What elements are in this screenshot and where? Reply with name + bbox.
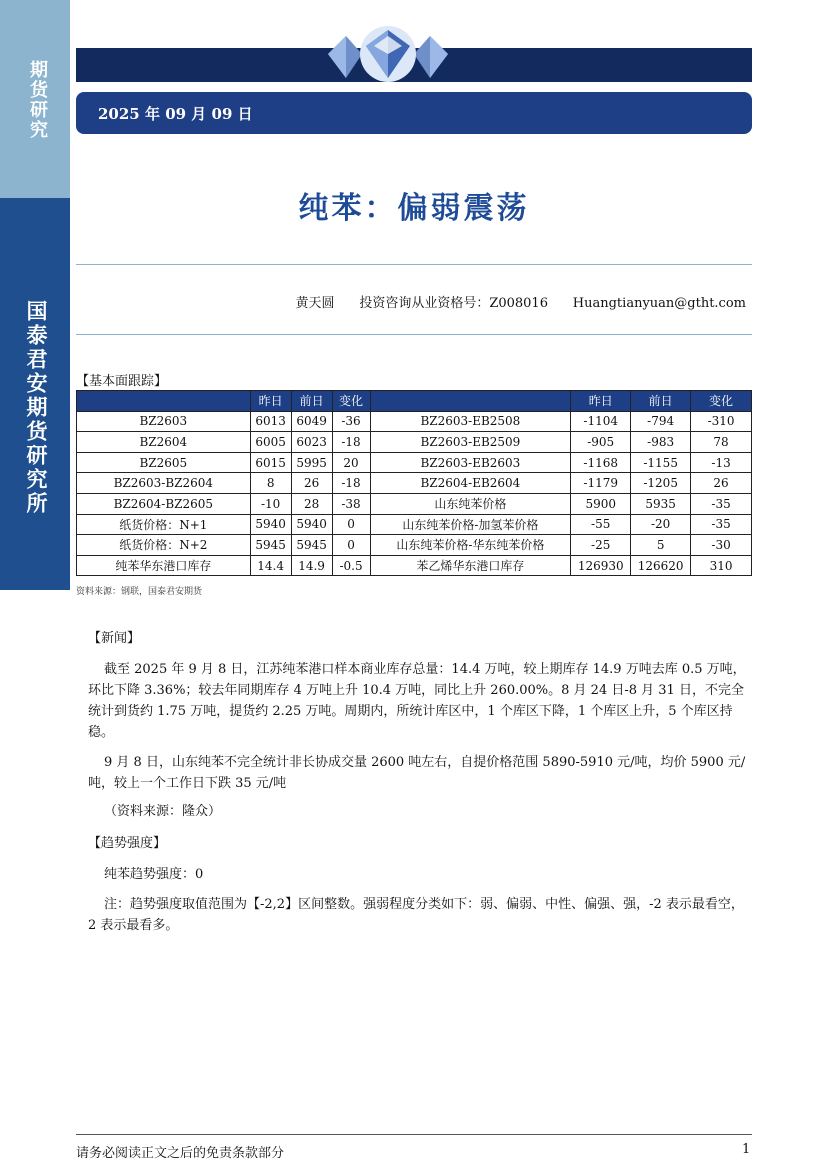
table-cell: -35 xyxy=(691,493,752,514)
author-license: 投资咨询从业资格号：Z008016 xyxy=(359,296,548,311)
table-cell: -20 xyxy=(631,514,691,535)
table-cell: 5945 xyxy=(291,535,332,556)
table-header-row xyxy=(77,391,752,412)
report-date: 2025 年 09 月 09 日 xyxy=(98,105,253,123)
header-blank xyxy=(77,391,251,412)
table-cell: -905 xyxy=(571,432,631,453)
news-paragraph-1: 截至 2025 年 9 月 8 日，江苏纯苯港口样本商业库存总量：14.4 万吨，较上期库存 14.9 万吨去库 0.5 万吨，环比下降 3.36%；较去年同期库存 4 万吨上升 10.4 万吨，同比上升 260.00%。8 月 24 日-8 月 31 日，不完全统计到货约 1.75 万吨，提货约 2.25 万吨。周期内，所统计库区中，1 个库区下降，1 个库区上升，5 个库区持稳。 xyxy=(88,662,746,740)
table-cell: -36 xyxy=(332,411,370,432)
table-cell: 5940 xyxy=(291,514,332,535)
table-cell: 5900 xyxy=(571,493,631,514)
table-cell: 山东纯苯价格 xyxy=(370,493,571,514)
table-cell: BZ2605 xyxy=(77,452,251,473)
table-row xyxy=(77,493,752,514)
author-name: 黄天圆 xyxy=(295,296,335,311)
sidebar-category-label: 期货研究 xyxy=(27,60,48,140)
table-cell: -983 xyxy=(631,432,691,453)
table-cell: 0 xyxy=(332,514,370,535)
table-cell: 14.4 xyxy=(250,555,291,576)
table-cell: 5995 xyxy=(291,452,332,473)
fundamentals-heading: 【基本面跟踪】 xyxy=(76,374,168,389)
table-cell: 0 xyxy=(332,535,370,556)
table-source-note: 资料来源：钢联，国泰君安期货 xyxy=(76,587,203,597)
table-cell: -1168 xyxy=(571,452,631,473)
table-cell: 6013 xyxy=(250,411,291,432)
author-email[interactable]: Huangtianyuan@gtht.com xyxy=(572,296,746,311)
table-cell: BZ2603-EB2603 xyxy=(370,452,571,473)
table-cell: -38 xyxy=(332,493,370,514)
table-cell: -30 xyxy=(691,535,752,556)
divider xyxy=(76,264,752,265)
table-row xyxy=(77,514,752,535)
table-cell: 14.9 xyxy=(291,555,332,576)
sidebar-institute-label: 国泰君安期货研究所 xyxy=(24,300,48,516)
divider xyxy=(76,334,752,335)
news-paragraph-2: 9 月 8 日，山东纯苯不完全统计非长协成交量 2600 吨左右，自提价格范围 5890-5910 元/吨，均价 5900 元/吨，较上一个工作日下跌 35 元/吨 xyxy=(88,755,746,791)
header-cell: 昨日 xyxy=(571,391,631,412)
table-cell: 5945 xyxy=(250,535,291,556)
table-cell: 28 xyxy=(291,493,332,514)
table-cell: 纸货价格：N+1 xyxy=(77,514,251,535)
table-cell: -13 xyxy=(691,452,752,473)
table-cell: 126930 xyxy=(571,555,631,576)
trend-value: 纯苯趋势强度：0 xyxy=(104,867,204,882)
trend-note: 注：趋势强度取值范围为【-2,2】区间整数。强弱程度分类如下：弱、偏弱、中性、偏强、强，-2 表示最看空，2 表示最看多。 xyxy=(88,897,744,933)
table-row xyxy=(77,535,752,556)
table-cell: BZ2603 xyxy=(77,411,251,432)
table-cell: 纸货价格：N+2 xyxy=(77,535,251,556)
table-cell: -1205 xyxy=(631,473,691,494)
table-cell: -25 xyxy=(571,535,631,556)
table-cell: -1155 xyxy=(631,452,691,473)
table-cell: BZ2603-EB2508 xyxy=(370,411,571,432)
table-cell: 6023 xyxy=(291,432,332,453)
table-cell: -794 xyxy=(631,411,691,432)
table-row xyxy=(77,555,752,576)
table-cell: -1179 xyxy=(571,473,631,494)
table-cell: 5 xyxy=(631,535,691,556)
table-cell: 苯乙烯华东港口库存 xyxy=(370,555,571,576)
table-cell: BZ2604 xyxy=(77,432,251,453)
table-cell: 6049 xyxy=(291,411,332,432)
table-cell: 6015 xyxy=(250,452,291,473)
diamond-logo-icon xyxy=(322,24,454,84)
table-cell: -10 xyxy=(250,493,291,514)
table-cell: 5940 xyxy=(250,514,291,535)
table-cell: 26 xyxy=(691,473,752,494)
table-cell: -1104 xyxy=(571,411,631,432)
table-cell: -310 xyxy=(691,411,752,432)
table-cell: 310 xyxy=(691,555,752,576)
trend-heading: 【趋势强度】 xyxy=(88,836,167,851)
report-title: 纯苯：偏弱震荡 xyxy=(298,191,530,226)
fundamentals-table xyxy=(76,390,752,576)
table-cell: 20 xyxy=(332,452,370,473)
header-blank xyxy=(370,391,571,412)
table-cell: BZ2603-BZ2604 xyxy=(77,473,251,494)
table-cell: BZ2603-EB2509 xyxy=(370,432,571,453)
footer-divider xyxy=(76,1134,752,1135)
date-banner xyxy=(76,92,752,134)
table-cell: 山东纯苯价格-加氢苯价格 xyxy=(370,514,571,535)
header-cell: 前日 xyxy=(291,391,332,412)
header-cell: 变化 xyxy=(691,391,752,412)
table-cell: BZ2604-BZ2605 xyxy=(77,493,251,514)
table-cell: -35 xyxy=(691,514,752,535)
page-number: 1 xyxy=(742,1142,751,1157)
table-row xyxy=(77,411,752,432)
news-heading: 【新闻】 xyxy=(88,631,141,646)
table-cell: 5935 xyxy=(631,493,691,514)
table-cell: 纯苯华东港口库存 xyxy=(77,555,251,576)
footer-disclaimer: 请务必阅读正文之后的免责条款部分 xyxy=(76,1146,285,1161)
header-cell: 前日 xyxy=(631,391,691,412)
table-cell: -55 xyxy=(571,514,631,535)
header-cell: 变化 xyxy=(332,391,370,412)
table-cell: 6005 xyxy=(250,432,291,453)
table-row xyxy=(77,473,752,494)
header-cell: 昨日 xyxy=(250,391,291,412)
author-line xyxy=(76,292,746,311)
table-cell: BZ2604-EB2604 xyxy=(370,473,571,494)
sidebar xyxy=(0,0,70,590)
table-cell: 78 xyxy=(691,432,752,453)
table-cell: 山东纯苯价格-华东纯苯价格 xyxy=(370,535,571,556)
table-cell: 8 xyxy=(250,473,291,494)
table-cell: -18 xyxy=(332,473,370,494)
table-cell: 126620 xyxy=(631,555,691,576)
table-cell: -18 xyxy=(332,432,370,453)
table-cell: -0.5 xyxy=(332,555,370,576)
news-source: （资料来源：隆众） xyxy=(104,804,222,819)
table-row xyxy=(77,452,752,473)
table-row xyxy=(77,432,752,453)
table-cell: 26 xyxy=(291,473,332,494)
